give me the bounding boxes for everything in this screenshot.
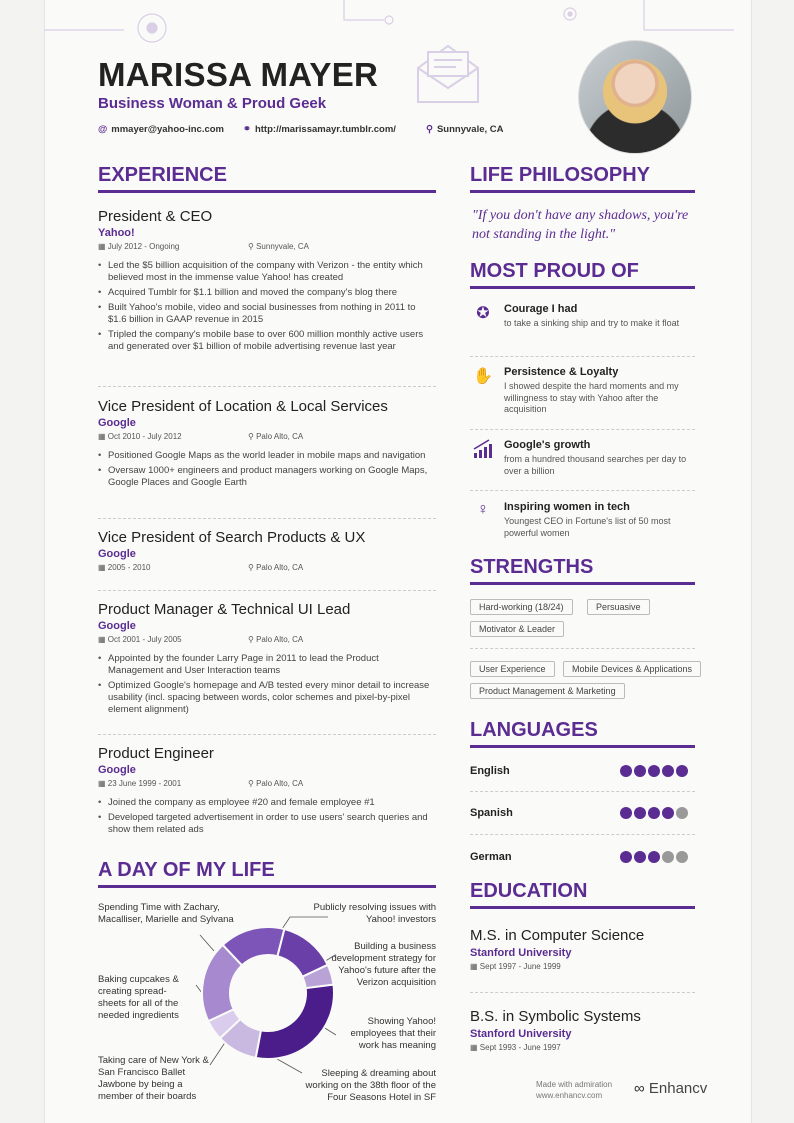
divider [470,791,695,792]
pin-icon: ⚲ [248,635,257,644]
education-heading: EDUCATION [470,880,695,909]
woman-icon: ♀ [477,501,489,518]
footer-url[interactable]: www.enhancv.com [536,1091,603,1100]
philosophy-quote: "If you don't have any shadows, you're not standing in the light." [472,208,689,242]
email-contact[interactable] [98,124,224,135]
proud-item-title: Google's growth [504,439,591,451]
job-location-text: Palo Alto, CA [256,779,304,788]
job-dates-text: 23 June 1999 - 2001 [107,779,182,788]
envelope-decoration [416,40,480,104]
job-dates [98,635,182,644]
job-title: President & CEO [98,208,213,225]
level-dot-empty [676,851,688,863]
job-title: Vice President of Search Products & UX [98,529,366,546]
day-label: Publicly resolving issues with Yahoo! investors [313,902,436,925]
calendar-icon: ▦ [470,962,480,971]
job-dates [98,242,179,251]
job-dates-text: 2005 - 2010 [107,563,151,572]
hand-icon: ✋ [473,368,493,385]
proud-heading: MOST PROUD OF [470,260,695,289]
divider [470,490,695,491]
job-company: Google [98,548,136,560]
job-bullet: • Acquired Tumblr for $1.1 billion and moved the company's blog there [98,287,436,299]
divider [470,356,695,357]
job-bullet: • Developed targeted advertisement in order to use users' search queries and show them related ads [98,812,436,836]
job-entry [98,529,436,575]
strength-tag: User Experience [470,661,555,677]
proud-item [470,303,695,363]
pin-icon: ⚲ [248,432,257,441]
enhancv-logo[interactable] [634,1080,707,1097]
job-location [248,779,303,788]
job-dates-text: Oct 2001 - July 2005 [107,635,182,644]
pin-icon: ⚲ [248,242,257,251]
language-level-dots [620,807,690,822]
job-meta [98,563,436,575]
job-bullet: • Tripled the company's mobile base to over 600 million monthly active users and generated over $1 billion of mobile advertising revenue last year [98,329,436,353]
job-bullets [98,653,436,716]
level-dot-filled [648,807,660,819]
experience-heading: EXPERIENCE [98,164,436,193]
job-location-text: Sunnyvale, CA [256,242,310,251]
level-dot-empty [662,851,674,863]
calendar-icon: ▦ [98,779,108,788]
job-meta [98,635,436,647]
website-contact[interactable] [243,124,396,135]
link-icon: ⚭ [243,124,251,135]
proud-item [470,439,695,489]
languages-heading: LANGUAGES [470,719,695,748]
education-degree: B.S. in Symbolic Systems [470,1008,641,1025]
level-dot-filled [620,807,632,819]
day-label: Showing Yahoo! employees that their work has meaning [350,1016,436,1051]
job-location [248,242,309,251]
pin-icon: ⚲ [248,563,257,572]
day-label: Taking care of New York & San Francisco Ballet Jawbone by being a member of their boards [98,1055,209,1102]
job-dates [98,779,181,788]
language-row [470,765,695,777]
level-dot-filled [662,765,674,777]
level-dot-filled [620,765,632,777]
day-label: Building a business development strategy for Yahoo's future after the Verizon acquisition [331,941,436,988]
growth-chart-icon [470,439,496,464]
education-school: Stanford University [470,947,572,959]
day-of-life-heading: A DAY OF MY LIFE [98,859,436,888]
proud-item [470,501,695,551]
proud-item-desc: Youngest CEO in Fortune's list of 50 most powerful women [504,516,671,538]
job-company: Yahoo! [98,227,135,239]
divider [98,590,436,591]
job-location-text: Palo Alto, CA [256,432,304,441]
level-dot-filled [634,807,646,819]
pin-icon: ⚲ [426,124,433,135]
job-company: Google [98,417,136,429]
job-location [248,432,303,441]
strength-tag: Mobile Devices & Applications [563,661,701,677]
location-text: Sunnyvale, CA [436,124,504,135]
education-period [470,1043,695,1052]
job-bullets [98,260,436,353]
job-entry [98,208,436,356]
job-company: Google [98,764,136,776]
language-level-dots [620,851,690,866]
job-bullets [98,797,436,836]
education-entry [470,1008,695,1052]
job-bullet: • Joined the company as employee #20 and female employee #1 [98,797,436,809]
growth-chart-glyph [472,439,494,459]
education-degree: M.S. in Computer Science [470,927,645,944]
job-dates-text: Oct 2010 - July 2012 [107,432,182,441]
proud-item-desc: from a hundred thousand searches per day to over a billion [504,454,687,476]
job-location-text: Palo Alto, CA [256,635,304,644]
philosophy-heading: LIFE PHILOSOPHY [470,164,695,193]
calendar-icon: ▦ [98,635,108,644]
level-dot-filled [648,851,660,863]
strength-tag: Product Management & Marketing [470,683,625,699]
strength-tag: Motivator & Leader [470,621,564,637]
strength-tag: Persuasive [587,599,650,615]
language-row [470,851,695,863]
day-label: Sleeping & dreaming about working on the 38th floor of the Four Seasons Hotel in SF [305,1068,436,1103]
proud-item [470,366,695,426]
language-level-dots [620,765,690,780]
leader-line [200,935,214,951]
divider [470,648,695,649]
location-contact [426,124,504,135]
job-bullet: • Built Yahoo's mobile, video and social businesses from nothing in 2011 to $1.6 billion in GAAP revenue in 2015 [98,302,436,326]
award-icon: ✪ [476,305,490,322]
footer-made-with: Made with admiration [536,1080,613,1089]
day-label: Spending Time with Zachary, Macalliser, Marielle and Sylvana [98,902,234,925]
education-period [470,962,695,971]
job-bullet: • Positioned Google Maps as the world leader in mobile maps and navigation [98,450,436,462]
job-title: Vice President of Location & Local Services [98,398,388,415]
job-bullet: • Led the $5 billion acquisition of the company with Verizon - the entity which believed most in the immense value Yahoo! has created [98,260,436,284]
day-donut-chart [190,905,340,1075]
proud-item-title: Courage I had [504,303,578,315]
education-period-text: Sept 1997 - June 1999 [479,962,561,971]
proud-item-desc: I showed despite the hard moments and my willingness to stay with Yahoo after the acquisition [504,381,679,414]
divider [98,734,436,735]
level-dot-filled [676,765,688,777]
level-dot-empty [676,807,688,819]
job-dates [98,563,150,572]
job-meta [98,432,436,444]
language-name: Spanish [470,807,513,819]
divider [470,992,695,993]
calendar-icon: ▦ [470,1043,480,1052]
proud-item-title: Persistence & Loyalty [504,366,619,378]
calendar-icon: ▦ [98,432,108,441]
job-bullet: • Appointed by the founder Larry Page in 2011 to lead the Product Management and User Interaction teams [98,653,436,677]
language-name: German [470,851,512,863]
job-bullet: • Optimized Google's homepage and A/B tested every minor detail to increase usability (incl. spacing between words, color schemes and pixel-by-pixel element alignment) [98,680,436,716]
divider [470,834,695,835]
job-dates-text: July 2012 - Ongoing [107,242,180,251]
level-dot-filled [634,851,646,863]
calendar-icon: ▦ [98,563,108,572]
job-location [248,635,303,644]
calendar-icon: ▦ [98,242,108,251]
language-row [470,807,695,819]
level-dot-filled [662,807,674,819]
job-title: Product Manager & Technical UI Lead [98,601,351,618]
proud-item-desc: to take a sinking ship and try to make it float [504,318,680,328]
footer-credit [536,1079,612,1101]
divider [98,386,436,387]
job-dates [98,432,182,441]
job-location-text: Palo Alto, CA [256,563,304,572]
job-entry [98,745,436,839]
job-company: Google [98,620,136,632]
level-dot-filled [634,765,646,777]
education-entry [470,927,695,971]
divider [98,518,436,519]
strengths-heading: STRENGTHS [470,556,695,585]
pin-icon: ⚲ [248,779,257,788]
language-name: English [470,765,510,777]
proud-item-title: Inspiring women in tech [504,501,630,513]
infinity-icon: ∞ [634,1080,649,1097]
job-entry [98,398,436,492]
level-dot-filled [620,851,632,863]
divider [470,429,695,430]
footer-brand: Enhancv [648,1080,708,1097]
education-school: Stanford University [470,1028,572,1040]
job-bullets [98,450,436,489]
education-period-text: Sept 1993 - June 1997 [479,1043,561,1052]
job-bullet: • Oversaw 1000+ engineers and product managers working on Google Maps, Google Places and Google Earth [98,465,436,489]
strength-tag: Hard-working (18/24) [470,599,573,615]
candidate-tagline: Business Woman & Proud Geek [98,95,327,112]
job-location [248,563,303,572]
level-dot-filled [648,765,660,777]
job-meta [98,779,436,791]
job-title: Product Engineer [98,745,214,762]
job-entry [98,601,436,719]
email-text: mmayer@yahoo-inc.com [111,124,225,135]
at-icon: @ [98,124,108,135]
job-meta [98,242,436,254]
candidate-name: MARISSA MAYER [98,56,379,93]
website-text: http://marissamayr.tumblr.com/ [254,124,396,135]
day-label: Baking cupcakes & creating spread-sheets for all of the needed ingredients [98,974,179,1021]
avatar [578,40,692,154]
donut-segment [256,985,334,1059]
